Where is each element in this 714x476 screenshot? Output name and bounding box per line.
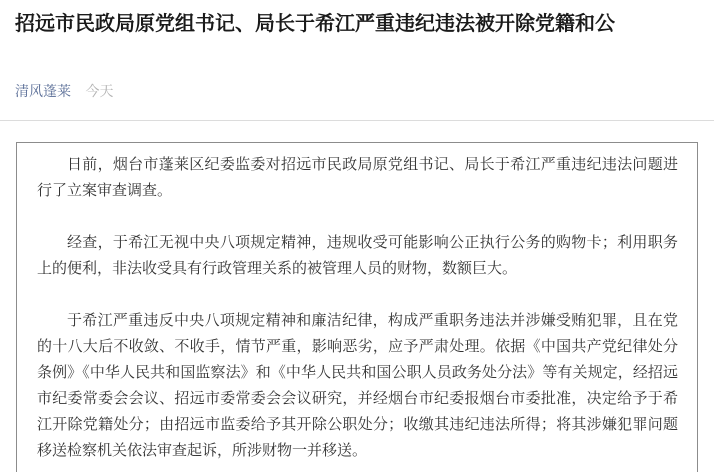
author-link[interactable]: 清风蓬莱 [15, 84, 71, 100]
article-title: 招远市民政局原党组书记、局长于希江严重违纪违法被开除党籍和公 [15, 11, 615, 35]
article-meta [15, 82, 113, 102]
publish-time: 今天 [85, 84, 114, 100]
article-body [16, 142, 698, 472]
paragraph-3: 于希江严重违反中央八项规定精神和廉洁纪律，构成严重职务违法并涉嫌受贿犯罪，且在党的十八大后不收敛、不收手，情节严重，影响恶劣，应予严肃处理。依据《中国共产党纪律处分条例》《中华人民共和国监察法》和《中华人民共和国公职人员政务处分法》等有关规定，经招远市纪委常委会会议、招远市委常委会会议研究，并经烟台市纪委报烟台市委批准，决定给予于希江开除党籍处分；由招远市监委给予其开除公职处分；收缴其违纪违法所得；将其涉嫌犯罪问题移送检察机关依法审查起诉，所涉财物一并移送。 [37, 311, 678, 459]
paragraph-2: 经查，于希江无视中央八项规定精神，违规收受可能影响公正执行公务的购物卡；利用职务上的便利，非法收受具有行政管理关系的被管理人员的财物，数额巨大。 [37, 233, 678, 277]
header-divider [0, 120, 714, 121]
paragraph-1: 日前，烟台市蓬莱区纪委监委对招远市民政局原党组书记、局长于希江严重违纪违法问题进行了立案审查调查。 [37, 155, 678, 199]
